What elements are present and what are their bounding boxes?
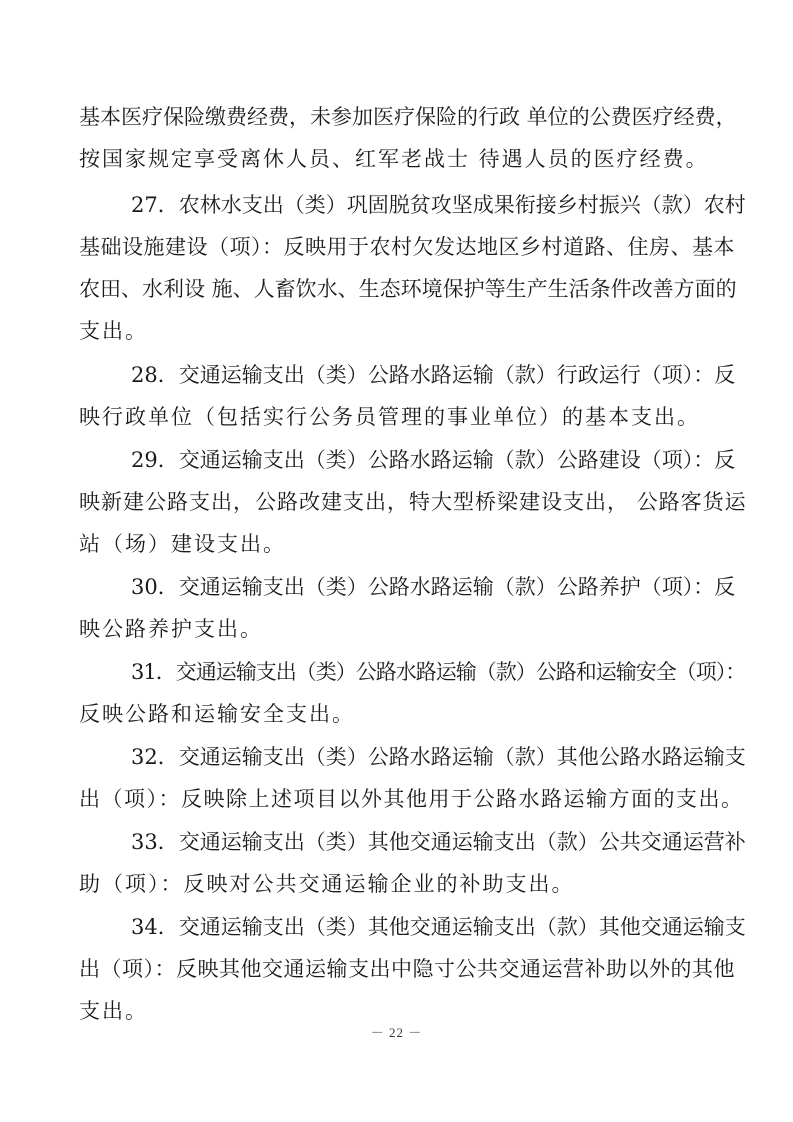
paragraph-item-29 xyxy=(79,439,747,565)
paragraph-item-28 xyxy=(79,354,747,438)
paragraph-line: 助（项）：反映对公共交通运输企业的补助支出。 xyxy=(79,872,575,896)
paragraph-line: 出（项）：反映其他交通运输支出中隐寸公共交通运营补助以外的其他 xyxy=(79,957,735,981)
paragraph-line: 基本医疗保险缴费经费，未参加医疗保险的行政 单位的公费医疗经费， xyxy=(79,105,737,129)
paragraph-item-32 xyxy=(79,736,747,820)
paragraph-line: 支出。 xyxy=(79,319,148,343)
paragraph-line: 30．交通运输支出（类）公路水路运输（款）公路养护（项）：反 xyxy=(131,575,736,599)
paragraph-line: 出（项）：反映除上述项目以外其他用于公路水路运输方面的支出。 xyxy=(79,787,744,811)
paragraph-line: 27．农林水支出（类）巩固脱贫攻坚成果衔接乡村振兴（款）农村 xyxy=(131,193,746,217)
paragraph-line: 32．交通运输支出（类）公路水路运输（款）其他公路水路运输支 xyxy=(131,745,746,769)
paragraph-line: 映新建公路支出，公路改建支出，特大型桥梁建设支出， 公路客货运 xyxy=(79,490,747,514)
paragraph-continuation xyxy=(79,96,747,180)
paragraph-line: 支出。 xyxy=(79,999,148,1023)
paragraph-item-31 xyxy=(79,651,747,735)
paragraph-line: 农田、水利设 施、人畜饮水、生态环境保护等生产生活条件改善方面的 xyxy=(79,277,737,301)
paragraph-line: 31．交通运输支出（类）公路水路运输（款）公路和运输安全（项）： xyxy=(131,660,746,684)
paragraph-line: 29．交通运输支出（类）公路水路运输（款）公路建设（项）：反 xyxy=(131,448,736,472)
paragraph-item-27 xyxy=(79,184,747,352)
paragraph-line: 站（场）建设支出。 xyxy=(79,532,286,556)
paragraph-line: 反映公路和运输安全支出。 xyxy=(79,702,355,726)
page-number: － 22 － xyxy=(370,1025,423,1040)
paragraph-line: 33．交通运输支出（类）其他交通运输支出（款）公共交通运营补 xyxy=(131,830,746,854)
paragraph-line: 基础设施建设（项）：反映用于农村欠发达地区乡村道路、住房、基本 xyxy=(79,235,735,259)
paragraph-item-30 xyxy=(79,566,747,650)
paragraph-line: 映公路养护支出。 xyxy=(79,617,263,641)
paragraph-item-33 xyxy=(79,821,747,905)
paragraph-line: 28．交通运输支出（类）公路水路运输（款）行政运行（项）：反 xyxy=(131,363,736,387)
paragraph-line: 映行政单位（包括实行公务员管理的事业单位）的基本支出。 xyxy=(79,405,700,429)
paragraph-line: 34．交通运输支出（类）其他交通运输支出（款）其他交通运输支 xyxy=(131,915,746,939)
paragraph-item-34 xyxy=(79,906,747,1032)
paragraph-line: 按国家规定享受离休人员、红军老战士 待遇人员的医疗经费。 xyxy=(79,147,709,171)
